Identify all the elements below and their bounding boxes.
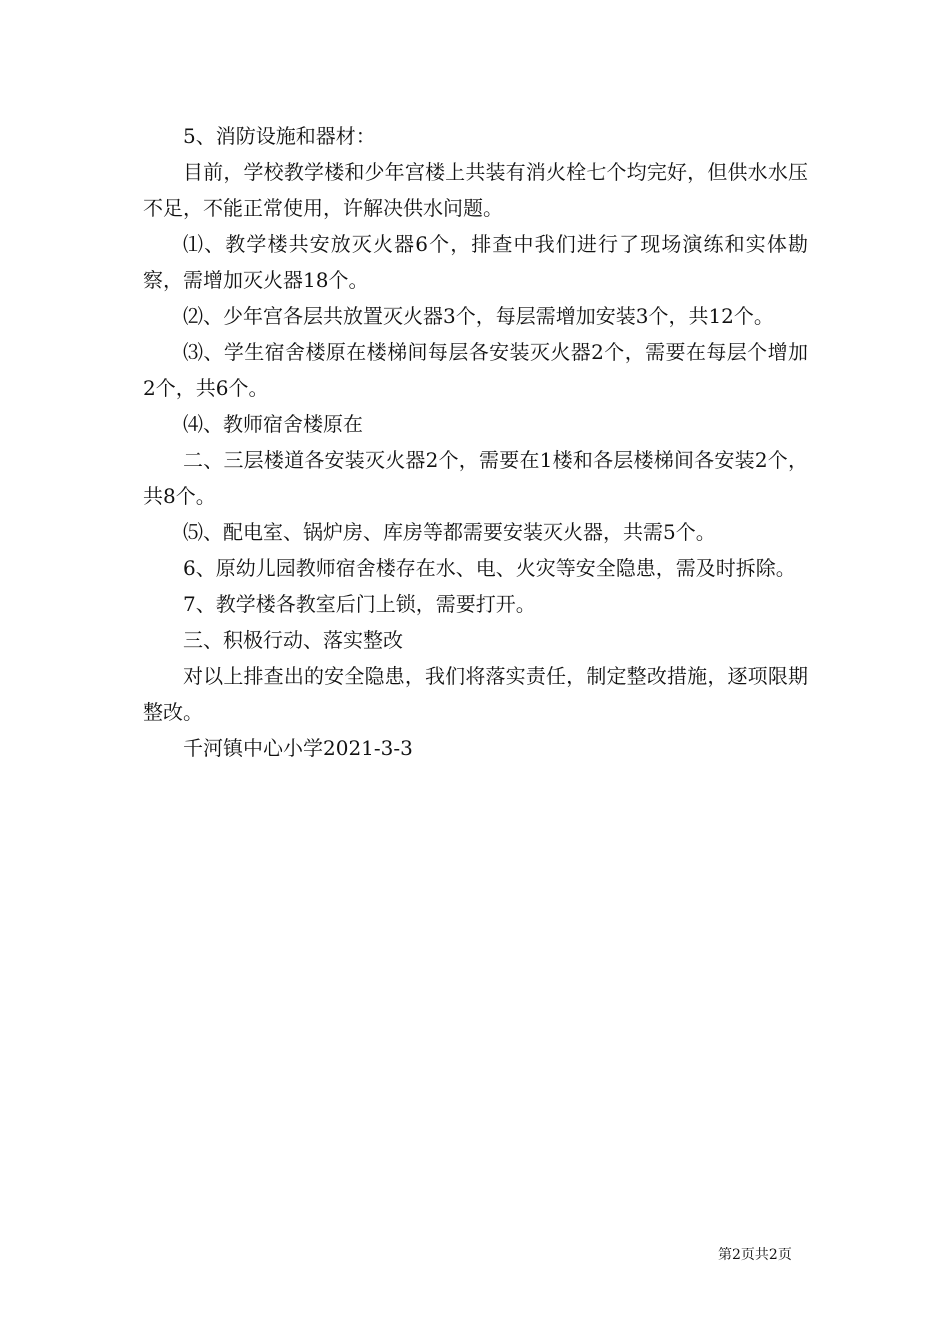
- section-heading-rectification: 三、积极行动、落实整改: [183, 628, 403, 652]
- paragraph-item-5: ⑸、配电室、锅炉房、库房等都需要安装灭火器，共需5个。: [183, 520, 716, 544]
- paragraph-item-2: ⑵、少年宫各层共放置灭火器3个，每层需增加安装3个，共12个。: [183, 304, 774, 328]
- paragraph-hydrants: 目前，学校教学楼和少年宫楼上共装有消火栓七个均完好，但供水水压不足，不能正常使用，许解决供水问题。: [143, 160, 808, 220]
- paragraph-point-6: 6、原幼儿园教师宿舍楼存在水、电、火灾等安全隐患，需及时拆除。: [183, 556, 796, 580]
- paragraph-point-7: 7、教学楼各教室后门上锁，需要打开。: [183, 592, 536, 616]
- page-number: 第2页共2页: [718, 1247, 792, 1263]
- paragraph-rectification: 对以上排查出的安全隐患，我们将落实责任，制定整改措施，逐项限期整改。: [143, 664, 808, 724]
- document-body: [143, 118, 808, 766]
- section-heading-fire-facilities: 5、消防设施和器材：: [183, 124, 376, 148]
- paragraph-item-1: ⑴、教学楼共安放灭火器6个，排查中我们进行了现场演练和实体勘察，需增加灭火器18个。: [143, 232, 808, 292]
- paragraph-item-4: ⑷、教师宿舍楼原在: [183, 412, 363, 436]
- signature-line: 千河镇中心小学2021-3-3: [183, 736, 413, 760]
- paragraph-item-3: ⑶、学生宿舍楼原在楼梯间每层各安装灭火器2个，需要在每层个增加2个，共6个。: [143, 340, 808, 400]
- paragraph-item-4-continued: 二、三层楼道各安装灭火器2个，需要在1楼和各层楼梯间各安装2个，共8个。: [143, 448, 808, 508]
